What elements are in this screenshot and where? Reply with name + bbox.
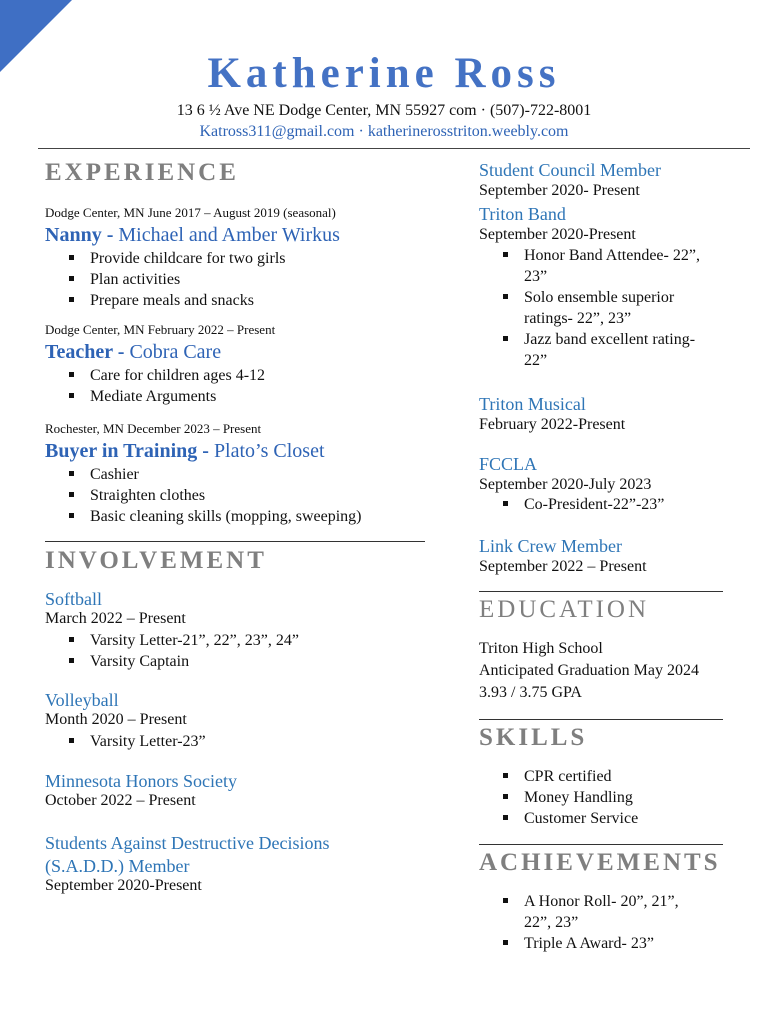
header-divider	[38, 148, 750, 149]
job-entry	[45, 422, 440, 527]
involvement-title: Students Against Destructive Decisions	[45, 833, 330, 853]
list-item-text: Jazz band excellent rating-	[524, 331, 696, 348]
list-item: Provide childcare for two girls	[45, 248, 440, 269]
list-item-text: Solo ensemble superior	[524, 289, 675, 306]
candidate-name: Katherine Ross	[207, 50, 561, 97]
job-employer: Cobra Care	[129, 341, 222, 363]
list-item	[479, 245, 729, 287]
achievements-list	[479, 891, 729, 954]
section-divider	[479, 591, 723, 592]
skills-heading: SKILLS	[479, 724, 588, 751]
involvement-date: September 2020-Present	[479, 226, 636, 243]
involvement-entry	[479, 161, 729, 199]
involvement-entry	[479, 205, 729, 371]
job-role	[45, 441, 440, 461]
job-title: Nanny -	[45, 224, 119, 246]
section-divider	[479, 844, 723, 845]
list-item	[479, 329, 729, 371]
involvement-entry	[479, 395, 729, 433]
education-block	[479, 638, 729, 704]
job-bullets	[45, 248, 440, 311]
skills-list	[479, 766, 729, 829]
involvement-date: Month 2020 – Present	[45, 711, 187, 728]
list-item: Plan activities	[45, 269, 440, 290]
list-item: Cashier	[45, 464, 440, 485]
list-item: Co-President-22”-23”	[479, 494, 729, 515]
involvement-title: Triton Musical	[479, 394, 586, 414]
involvement-title: Softball	[45, 589, 102, 609]
list-item: Customer Service	[479, 808, 729, 829]
involvement-entry	[45, 590, 440, 672]
job-role	[45, 225, 440, 245]
involvement-bullets	[45, 731, 440, 752]
involvement-date: February 2022-Present	[479, 416, 626, 433]
involvement-title: Student Council Member	[479, 160, 661, 180]
involvement-bullets	[479, 245, 729, 371]
list-item-text: Honor Band Attendee- 22”,	[524, 247, 700, 264]
list-item: Varsity Letter-23”	[45, 731, 440, 752]
job-employer: Plato’s Closet	[213, 440, 325, 462]
list-item: Prepare meals and snacks	[45, 290, 440, 311]
involvement-entry	[479, 455, 729, 515]
involvement-date: September 2022 – Present	[479, 558, 647, 575]
list-item: Mediate Arguments	[45, 386, 440, 407]
involvement-heading: INVOLVEMENT	[45, 547, 267, 574]
involvement-bullets	[45, 630, 440, 672]
involvement-entry	[479, 537, 729, 575]
list-item	[479, 287, 729, 329]
job-role	[45, 342, 440, 362]
job-meta: Dodge Center, MN June 2017 – August 2019 (seasonal)	[45, 205, 336, 220]
school-name: Triton High School	[479, 640, 603, 657]
list-item-text: Triple A Award- 23”	[524, 935, 654, 952]
involvement-title: Minnesota Honors Society	[45, 771, 237, 791]
job-meta: Dodge Center, MN February 2022 – Present	[45, 322, 276, 337]
address-phone-line: 13 6 ½ Ave NE Dodge Center, MN 55927 com · (507)-722-8001	[176, 102, 592, 119]
involvement-date: September 2020-July 2023	[479, 476, 652, 493]
list-item: Basic cleaning skills (mopping, sweeping)	[45, 506, 440, 527]
involvement-title: Link Crew Member	[479, 536, 622, 556]
gpa: 3.93 / 3.75 GPA	[479, 684, 582, 701]
job-bullets	[45, 365, 440, 407]
involvement-entry	[45, 772, 440, 809]
list-item: Varsity Letter-21”, 22”, 23”, 24”	[45, 630, 440, 651]
right-column	[479, 150, 729, 954]
list-item-text: 23”	[524, 268, 548, 285]
graduation-date: Anticipated Graduation May 2024	[479, 662, 699, 679]
list-item-text: ratings- 22”, 23”	[524, 310, 632, 327]
section-divider	[479, 719, 723, 720]
involvement-bullets	[479, 494, 729, 515]
list-item: Money Handling	[479, 787, 729, 808]
involvement-title-continued: (S.A.D.D.) Member	[45, 856, 190, 876]
email-website-line[interactable]: Katross311@gmail.com · katherinerosstriton.weebly.com	[199, 123, 569, 140]
involvement-title: Volleyball	[45, 690, 119, 710]
job-employer: Michael and Amber Wirkus	[118, 224, 340, 246]
involvement-date: September 2020-Present	[45, 877, 202, 894]
list-item	[479, 933, 729, 954]
achievements-heading: ACHIEVEMENTS	[479, 849, 721, 876]
job-meta: Rochester, MN December 2023 – Present	[45, 421, 262, 436]
job-title: Teacher -	[45, 341, 130, 363]
involvement-title: Triton Band	[479, 204, 566, 224]
list-item: Care for children ages 4-12	[45, 365, 440, 386]
list-item	[479, 891, 729, 933]
experience-heading: EXPERIENCE	[45, 159, 239, 186]
list-item: Varsity Captain	[45, 651, 440, 672]
list-item-text: 22”	[524, 352, 548, 369]
job-entry	[45, 323, 440, 407]
list-item-text: 22”, 23”	[524, 914, 579, 931]
involvement-entry	[45, 834, 440, 894]
left-column	[45, 150, 440, 894]
involvement-date: March 2022 – Present	[45, 610, 186, 627]
list-item: Straighten clothes	[45, 485, 440, 506]
job-entry	[45, 206, 440, 311]
job-title: Buyer in Training -	[45, 440, 214, 462]
list-item-text: A Honor Roll- 20”, 21”,	[524, 893, 679, 910]
section-divider	[45, 541, 425, 542]
involvement-title: FCCLA	[479, 454, 538, 474]
job-bullets	[45, 464, 440, 527]
education-heading: EDUCATION	[479, 596, 650, 623]
involvement-date: September 2020- Present	[479, 182, 640, 199]
involvement-entry	[45, 691, 440, 752]
involvement-date: October 2022 – Present	[45, 792, 196, 809]
list-item: CPR certified	[479, 766, 729, 787]
